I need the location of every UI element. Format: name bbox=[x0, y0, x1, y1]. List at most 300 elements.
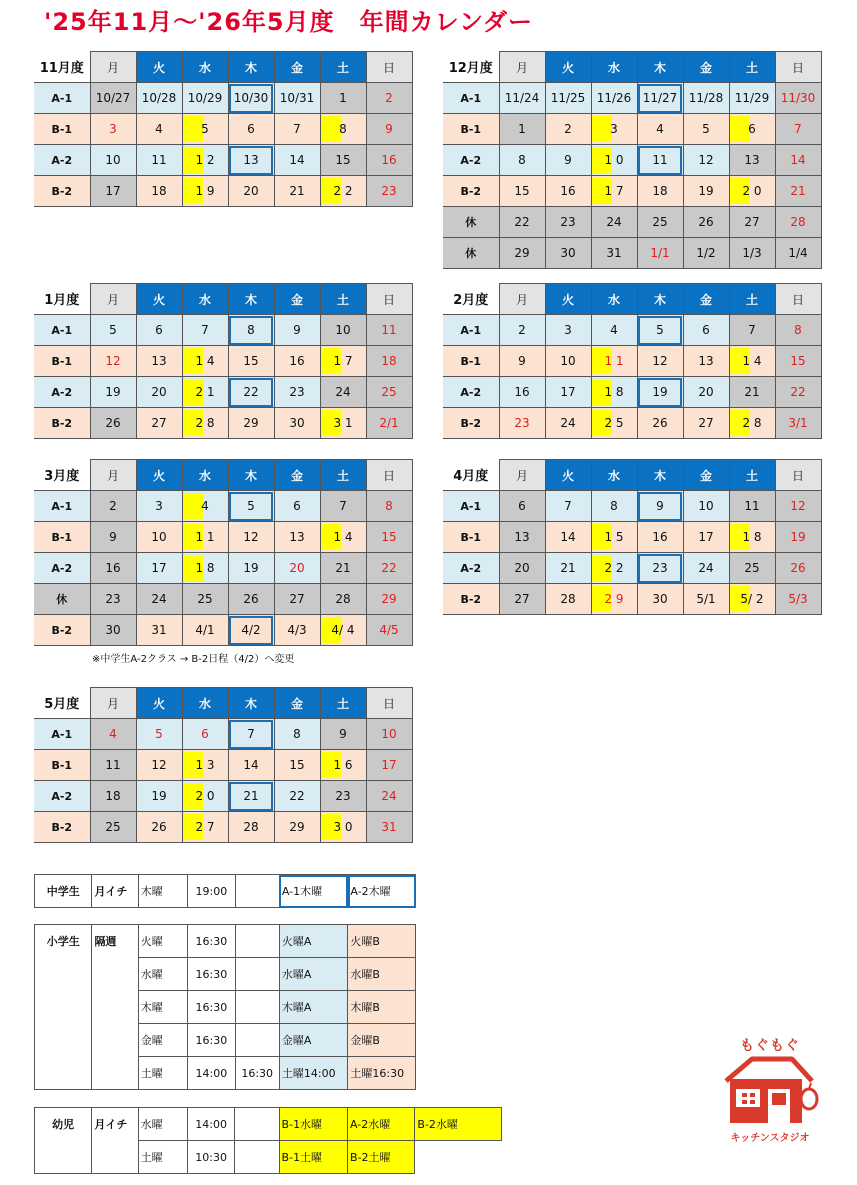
date-cell bbox=[320, 584, 366, 615]
elementary-schedule bbox=[34, 924, 416, 1090]
date-value: 2 9 bbox=[604, 592, 624, 606]
date-value: 1 8 bbox=[742, 530, 762, 544]
class-row-label: 休 bbox=[34, 584, 90, 615]
date-cell bbox=[775, 114, 821, 145]
month-label: 12月度 bbox=[443, 52, 499, 83]
date-cell bbox=[637, 377, 683, 408]
weekday-cell: 木曜 bbox=[138, 875, 187, 908]
date-cell bbox=[90, 553, 136, 584]
date-value: 1 2 bbox=[195, 153, 215, 167]
weekday-header: 土 bbox=[320, 460, 366, 491]
time-cell: 10:30 bbox=[187, 1141, 234, 1174]
date-cell bbox=[320, 750, 366, 781]
class-row-label: A-2 bbox=[443, 553, 499, 584]
date-value: 1 5 bbox=[604, 530, 624, 544]
weekday-header: 水 bbox=[591, 460, 637, 491]
date-value: 6 bbox=[155, 323, 163, 337]
highlight-mark bbox=[730, 116, 750, 142]
weekday-header: 月 bbox=[90, 284, 136, 315]
date-value: 24 bbox=[381, 789, 397, 803]
date-cell bbox=[545, 584, 591, 615]
class-row-label: A-1 bbox=[34, 83, 90, 114]
date-cell bbox=[499, 346, 545, 377]
class-cell: A-2水曜 bbox=[347, 1108, 414, 1141]
class-row-label: B-1 bbox=[443, 114, 499, 145]
month-label: 11月度 bbox=[34, 52, 90, 83]
date-cell bbox=[274, 408, 320, 439]
weekday-header: 金 bbox=[274, 688, 320, 719]
date-value: 11/25 bbox=[550, 91, 586, 105]
date-cell bbox=[775, 207, 821, 238]
class-row-label: A-2 bbox=[34, 781, 90, 812]
date-value: 7 bbox=[201, 323, 209, 337]
date-value: 1 7 bbox=[333, 354, 353, 368]
date-value: 5 bbox=[109, 323, 117, 337]
class-row-label: B-1 bbox=[34, 750, 90, 781]
weekday-header: 日 bbox=[366, 460, 412, 491]
class-row-label: B-1 bbox=[34, 522, 90, 553]
date-cell bbox=[228, 553, 274, 584]
calendar-may bbox=[34, 687, 413, 843]
date-value: 31 bbox=[606, 246, 622, 260]
date-cell bbox=[775, 491, 821, 522]
date-cell bbox=[274, 145, 320, 176]
date-cell bbox=[683, 207, 729, 238]
date-cell bbox=[136, 346, 182, 377]
date-value: 11 bbox=[151, 153, 167, 167]
date-value: 1 8 bbox=[195, 561, 215, 575]
date-cell bbox=[136, 750, 182, 781]
class-cell: 木曜B bbox=[348, 991, 416, 1024]
calendar-april bbox=[443, 459, 822, 615]
date-value: 2 0 bbox=[195, 789, 215, 803]
empty-cell bbox=[415, 1141, 502, 1174]
date-value: 2 0 bbox=[742, 184, 762, 198]
date-cell bbox=[228, 615, 274, 646]
date-cell bbox=[366, 615, 412, 646]
date-value: 1 4 bbox=[333, 530, 353, 544]
date-value: 7 bbox=[794, 122, 802, 136]
date-cell bbox=[320, 315, 366, 346]
date-cell bbox=[366, 553, 412, 584]
date-value: 9 bbox=[656, 499, 664, 513]
date-value: 11/26 bbox=[596, 91, 632, 105]
date-cell bbox=[499, 176, 545, 207]
date-cell bbox=[182, 615, 228, 646]
date-value: 2/1 bbox=[379, 416, 399, 430]
date-cell bbox=[182, 176, 228, 207]
date-cell bbox=[683, 315, 729, 346]
date-value: 27 bbox=[151, 416, 167, 430]
class-row-label: A-2 bbox=[34, 553, 90, 584]
group-label: 中学生 bbox=[35, 875, 92, 908]
empty-cell bbox=[235, 875, 279, 908]
date-value: 22 bbox=[243, 385, 259, 399]
date-value: 9 bbox=[339, 727, 347, 741]
date-value: 30 bbox=[560, 246, 576, 260]
time-cell: 16:30 bbox=[188, 958, 235, 991]
class-cell: 土曜14:00 bbox=[279, 1057, 348, 1090]
date-cell bbox=[320, 114, 366, 145]
date-cell bbox=[182, 719, 228, 750]
date-value: 28 bbox=[243, 820, 259, 834]
class-row-label: 休 bbox=[443, 207, 499, 238]
date-value: 10/31 bbox=[279, 91, 315, 105]
date-value: 13 bbox=[514, 530, 530, 544]
date-value: 14 bbox=[790, 153, 806, 167]
date-value: 30 bbox=[105, 623, 121, 637]
group-label: 小学生 bbox=[35, 925, 92, 1090]
date-value: 1 bbox=[339, 91, 347, 105]
date-value: 7 bbox=[293, 122, 301, 136]
date-value: 7 bbox=[748, 323, 756, 337]
date-cell bbox=[499, 491, 545, 522]
frequency-label: 月イチ bbox=[92, 1108, 138, 1174]
date-cell bbox=[274, 750, 320, 781]
date-cell bbox=[182, 114, 228, 145]
date-value: 18 bbox=[381, 354, 397, 368]
date-cell bbox=[320, 145, 366, 176]
date-value: 1 4 bbox=[195, 354, 215, 368]
date-cell bbox=[729, 553, 775, 584]
date-cell bbox=[274, 491, 320, 522]
date-cell bbox=[499, 238, 545, 269]
date-cell bbox=[274, 719, 320, 750]
date-cell bbox=[274, 584, 320, 615]
date-cell bbox=[90, 114, 136, 145]
date-cell bbox=[366, 346, 412, 377]
weekday-cell: 土曜 bbox=[138, 1141, 187, 1174]
date-value: 31 bbox=[151, 623, 167, 637]
date-value: 1 6 bbox=[333, 758, 353, 772]
date-cell bbox=[499, 145, 545, 176]
date-value: 16 bbox=[560, 184, 576, 198]
date-value: 20 bbox=[514, 561, 530, 575]
date-value: 18 bbox=[652, 184, 668, 198]
date-value: 23 bbox=[381, 184, 397, 198]
class-cell: 土曜16:30 bbox=[348, 1057, 416, 1090]
date-value: 27 bbox=[698, 416, 714, 430]
date-cell bbox=[637, 491, 683, 522]
date-value: 20 bbox=[151, 385, 167, 399]
date-cell bbox=[499, 114, 545, 145]
date-value: 17 bbox=[560, 385, 576, 399]
date-cell bbox=[90, 346, 136, 377]
weekday-header: 日 bbox=[366, 688, 412, 719]
date-cell bbox=[90, 812, 136, 843]
class-row-label: B-2 bbox=[443, 176, 499, 207]
date-cell bbox=[499, 553, 545, 584]
class-cell: 火曜A bbox=[279, 925, 348, 958]
class-cell: 木曜A bbox=[279, 991, 348, 1024]
date-cell bbox=[499, 408, 545, 439]
date-value: 10 bbox=[698, 499, 714, 513]
date-value: 23 bbox=[514, 416, 530, 430]
date-cell bbox=[274, 781, 320, 812]
weekday-header: 木 bbox=[228, 52, 274, 83]
date-cell bbox=[366, 522, 412, 553]
date-value: 10 bbox=[335, 323, 351, 337]
date-value: 13 bbox=[151, 354, 167, 368]
date-cell bbox=[637, 114, 683, 145]
date-value: 12 bbox=[151, 758, 167, 772]
date-cell bbox=[545, 408, 591, 439]
date-value: 8 bbox=[385, 499, 393, 513]
date-cell bbox=[545, 207, 591, 238]
date-cell bbox=[637, 408, 683, 439]
date-value: 4/5 bbox=[379, 623, 399, 637]
weekday-cell: 水曜 bbox=[138, 1108, 187, 1141]
date-value: 1 8 bbox=[604, 385, 624, 399]
date-cell bbox=[366, 83, 412, 114]
date-value: 29 bbox=[289, 820, 305, 834]
date-cell bbox=[136, 83, 182, 114]
date-cell bbox=[136, 719, 182, 750]
weekday-header: 火 bbox=[136, 688, 182, 719]
weekday-header: 日 bbox=[775, 52, 821, 83]
date-cell bbox=[228, 346, 274, 377]
date-value: 1 0 bbox=[604, 153, 624, 167]
date-value: 3 1 bbox=[333, 416, 353, 430]
date-cell bbox=[545, 315, 591, 346]
date-value: 10 bbox=[381, 727, 397, 741]
date-value: 6 bbox=[247, 122, 255, 136]
date-value: 20 bbox=[698, 385, 714, 399]
date-cell bbox=[545, 377, 591, 408]
date-cell bbox=[775, 553, 821, 584]
date-value: 11 bbox=[381, 323, 397, 337]
date-cell bbox=[729, 408, 775, 439]
date-value: 25 bbox=[652, 215, 668, 229]
class-row-label: A-2 bbox=[34, 377, 90, 408]
date-cell bbox=[499, 522, 545, 553]
date-cell bbox=[591, 207, 637, 238]
date-cell bbox=[729, 491, 775, 522]
date-cell bbox=[545, 522, 591, 553]
date-cell bbox=[274, 315, 320, 346]
time-cell: 16:30 bbox=[235, 1057, 279, 1090]
date-value: 2 5 bbox=[604, 416, 624, 430]
date-value: 31 bbox=[381, 820, 397, 834]
class-cell: B-1土曜 bbox=[279, 1141, 347, 1174]
date-value: 17 bbox=[698, 530, 714, 544]
date-cell bbox=[591, 176, 637, 207]
group-label: 幼児 bbox=[35, 1108, 92, 1174]
class-cell: A-2木曜 bbox=[348, 875, 416, 908]
month-label: 5月度 bbox=[34, 688, 90, 719]
date-value: 18 bbox=[151, 184, 167, 198]
calendar-march bbox=[34, 459, 413, 646]
date-value: 23 bbox=[105, 592, 121, 606]
weekday-header: 月 bbox=[499, 284, 545, 315]
date-value: 24 bbox=[335, 385, 351, 399]
date-cell bbox=[320, 781, 366, 812]
class-row-label: B-2 bbox=[34, 176, 90, 207]
weekday-header: 水 bbox=[591, 284, 637, 315]
date-value: 19 bbox=[698, 184, 714, 198]
date-value: 5 bbox=[656, 323, 664, 337]
weekday-header: 木 bbox=[228, 688, 274, 719]
date-cell bbox=[136, 377, 182, 408]
date-value: 20 bbox=[243, 184, 259, 198]
date-value: 2 8 bbox=[195, 416, 215, 430]
date-value: 30 bbox=[289, 416, 305, 430]
date-value: 1/3 bbox=[742, 246, 762, 260]
date-value: 12 bbox=[243, 530, 259, 544]
date-cell bbox=[90, 315, 136, 346]
date-value: 27 bbox=[744, 215, 760, 229]
date-value: 7 bbox=[247, 727, 255, 741]
date-cell bbox=[591, 377, 637, 408]
date-cell bbox=[136, 781, 182, 812]
date-value: 14 bbox=[243, 758, 259, 772]
date-cell bbox=[775, 145, 821, 176]
weekday-header: 土 bbox=[729, 284, 775, 315]
date-cell bbox=[637, 315, 683, 346]
date-value: 14 bbox=[289, 153, 305, 167]
date-value: 29 bbox=[243, 416, 259, 430]
date-value: 16 bbox=[289, 354, 305, 368]
weekday-header: 金 bbox=[683, 460, 729, 491]
date-cell bbox=[775, 584, 821, 615]
time-cell bbox=[235, 958, 279, 991]
weekday-header: 日 bbox=[775, 460, 821, 491]
empty-cell bbox=[235, 1108, 279, 1141]
date-cell bbox=[320, 346, 366, 377]
date-cell bbox=[729, 238, 775, 269]
date-cell bbox=[90, 176, 136, 207]
frequency-label: 月イチ bbox=[92, 875, 138, 908]
date-value: 13 bbox=[698, 354, 714, 368]
time-cell: 19:00 bbox=[188, 875, 235, 908]
highlight-mark bbox=[183, 116, 203, 142]
date-value: 8 bbox=[339, 122, 347, 136]
date-value: 5 bbox=[201, 122, 209, 136]
date-cell bbox=[136, 114, 182, 145]
weekday-header: 水 bbox=[182, 52, 228, 83]
date-cell bbox=[729, 114, 775, 145]
date-value: 1 1 bbox=[604, 354, 624, 368]
date-value: 11 bbox=[744, 499, 760, 513]
date-cell bbox=[729, 315, 775, 346]
date-cell bbox=[90, 781, 136, 812]
date-value: 11/29 bbox=[734, 91, 770, 105]
date-value: 27 bbox=[514, 592, 530, 606]
weekday-header: 土 bbox=[729, 52, 775, 83]
date-value: 26 bbox=[652, 416, 668, 430]
class-cell: 水曜A bbox=[279, 958, 348, 991]
date-value: 4 bbox=[109, 727, 117, 741]
date-value: 15 bbox=[790, 354, 806, 368]
date-value: 22 bbox=[790, 385, 806, 399]
date-value: 17 bbox=[381, 758, 397, 772]
house-icon bbox=[720, 1055, 820, 1125]
date-value: 11/28 bbox=[688, 91, 724, 105]
date-value: 11/24 bbox=[504, 91, 540, 105]
class-row-label: B-2 bbox=[443, 408, 499, 439]
date-cell bbox=[499, 377, 545, 408]
date-cell bbox=[320, 522, 366, 553]
date-cell bbox=[274, 522, 320, 553]
date-value: 2 bbox=[109, 499, 117, 513]
date-value: 29 bbox=[381, 592, 397, 606]
weekday-header: 金 bbox=[683, 52, 729, 83]
time-cell: 14:00 bbox=[188, 1057, 235, 1090]
date-cell bbox=[136, 408, 182, 439]
date-cell bbox=[182, 145, 228, 176]
date-cell bbox=[228, 176, 274, 207]
date-cell bbox=[320, 408, 366, 439]
class-row-label: A-1 bbox=[443, 83, 499, 114]
date-cell bbox=[366, 491, 412, 522]
time-cell bbox=[235, 991, 279, 1024]
date-cell bbox=[775, 522, 821, 553]
date-cell bbox=[545, 553, 591, 584]
time-cell bbox=[235, 1024, 279, 1057]
date-cell bbox=[182, 491, 228, 522]
date-value: 26 bbox=[790, 561, 806, 575]
date-cell bbox=[228, 522, 274, 553]
date-cell bbox=[545, 238, 591, 269]
date-cell bbox=[775, 408, 821, 439]
date-cell bbox=[90, 719, 136, 750]
weekday-header: 月 bbox=[499, 52, 545, 83]
date-cell bbox=[366, 408, 412, 439]
date-cell bbox=[366, 781, 412, 812]
date-value: 17 bbox=[151, 561, 167, 575]
date-value: 11/27 bbox=[642, 91, 678, 105]
date-value: 1/1 bbox=[650, 246, 670, 260]
weekday-header: 水 bbox=[182, 688, 228, 719]
date-cell bbox=[274, 83, 320, 114]
date-value: 28 bbox=[790, 215, 806, 229]
weekday-header: 木 bbox=[637, 284, 683, 315]
date-cell bbox=[136, 315, 182, 346]
date-cell bbox=[729, 346, 775, 377]
weekday-header: 金 bbox=[274, 284, 320, 315]
class-row-label: A-1 bbox=[443, 315, 499, 346]
calendar-january bbox=[34, 283, 413, 439]
date-value: 22 bbox=[289, 789, 305, 803]
weekday-header: 火 bbox=[545, 460, 591, 491]
date-cell bbox=[366, 114, 412, 145]
date-value: 11/30 bbox=[780, 91, 816, 105]
date-cell bbox=[366, 315, 412, 346]
date-cell bbox=[274, 553, 320, 584]
weekday-header: 日 bbox=[775, 284, 821, 315]
date-value: 2 8 bbox=[742, 416, 762, 430]
weekday-cell: 土曜 bbox=[138, 1057, 187, 1090]
date-cell bbox=[182, 315, 228, 346]
date-cell bbox=[366, 812, 412, 843]
date-value: 1 1 bbox=[195, 530, 215, 544]
date-value: 6 bbox=[293, 499, 301, 513]
date-value: 8 bbox=[247, 323, 255, 337]
date-value: 15 bbox=[335, 153, 351, 167]
date-value: 18 bbox=[105, 789, 121, 803]
date-value: 28 bbox=[560, 592, 576, 606]
date-value: 16 bbox=[652, 530, 668, 544]
weekday-cell: 火曜 bbox=[138, 925, 187, 958]
calendar-november bbox=[34, 51, 413, 207]
date-value: 1/4 bbox=[788, 246, 808, 260]
date-cell bbox=[637, 584, 683, 615]
date-cell bbox=[545, 346, 591, 377]
date-cell bbox=[591, 315, 637, 346]
date-cell bbox=[545, 491, 591, 522]
date-value: 9 bbox=[518, 354, 526, 368]
date-value: 22 bbox=[514, 215, 530, 229]
